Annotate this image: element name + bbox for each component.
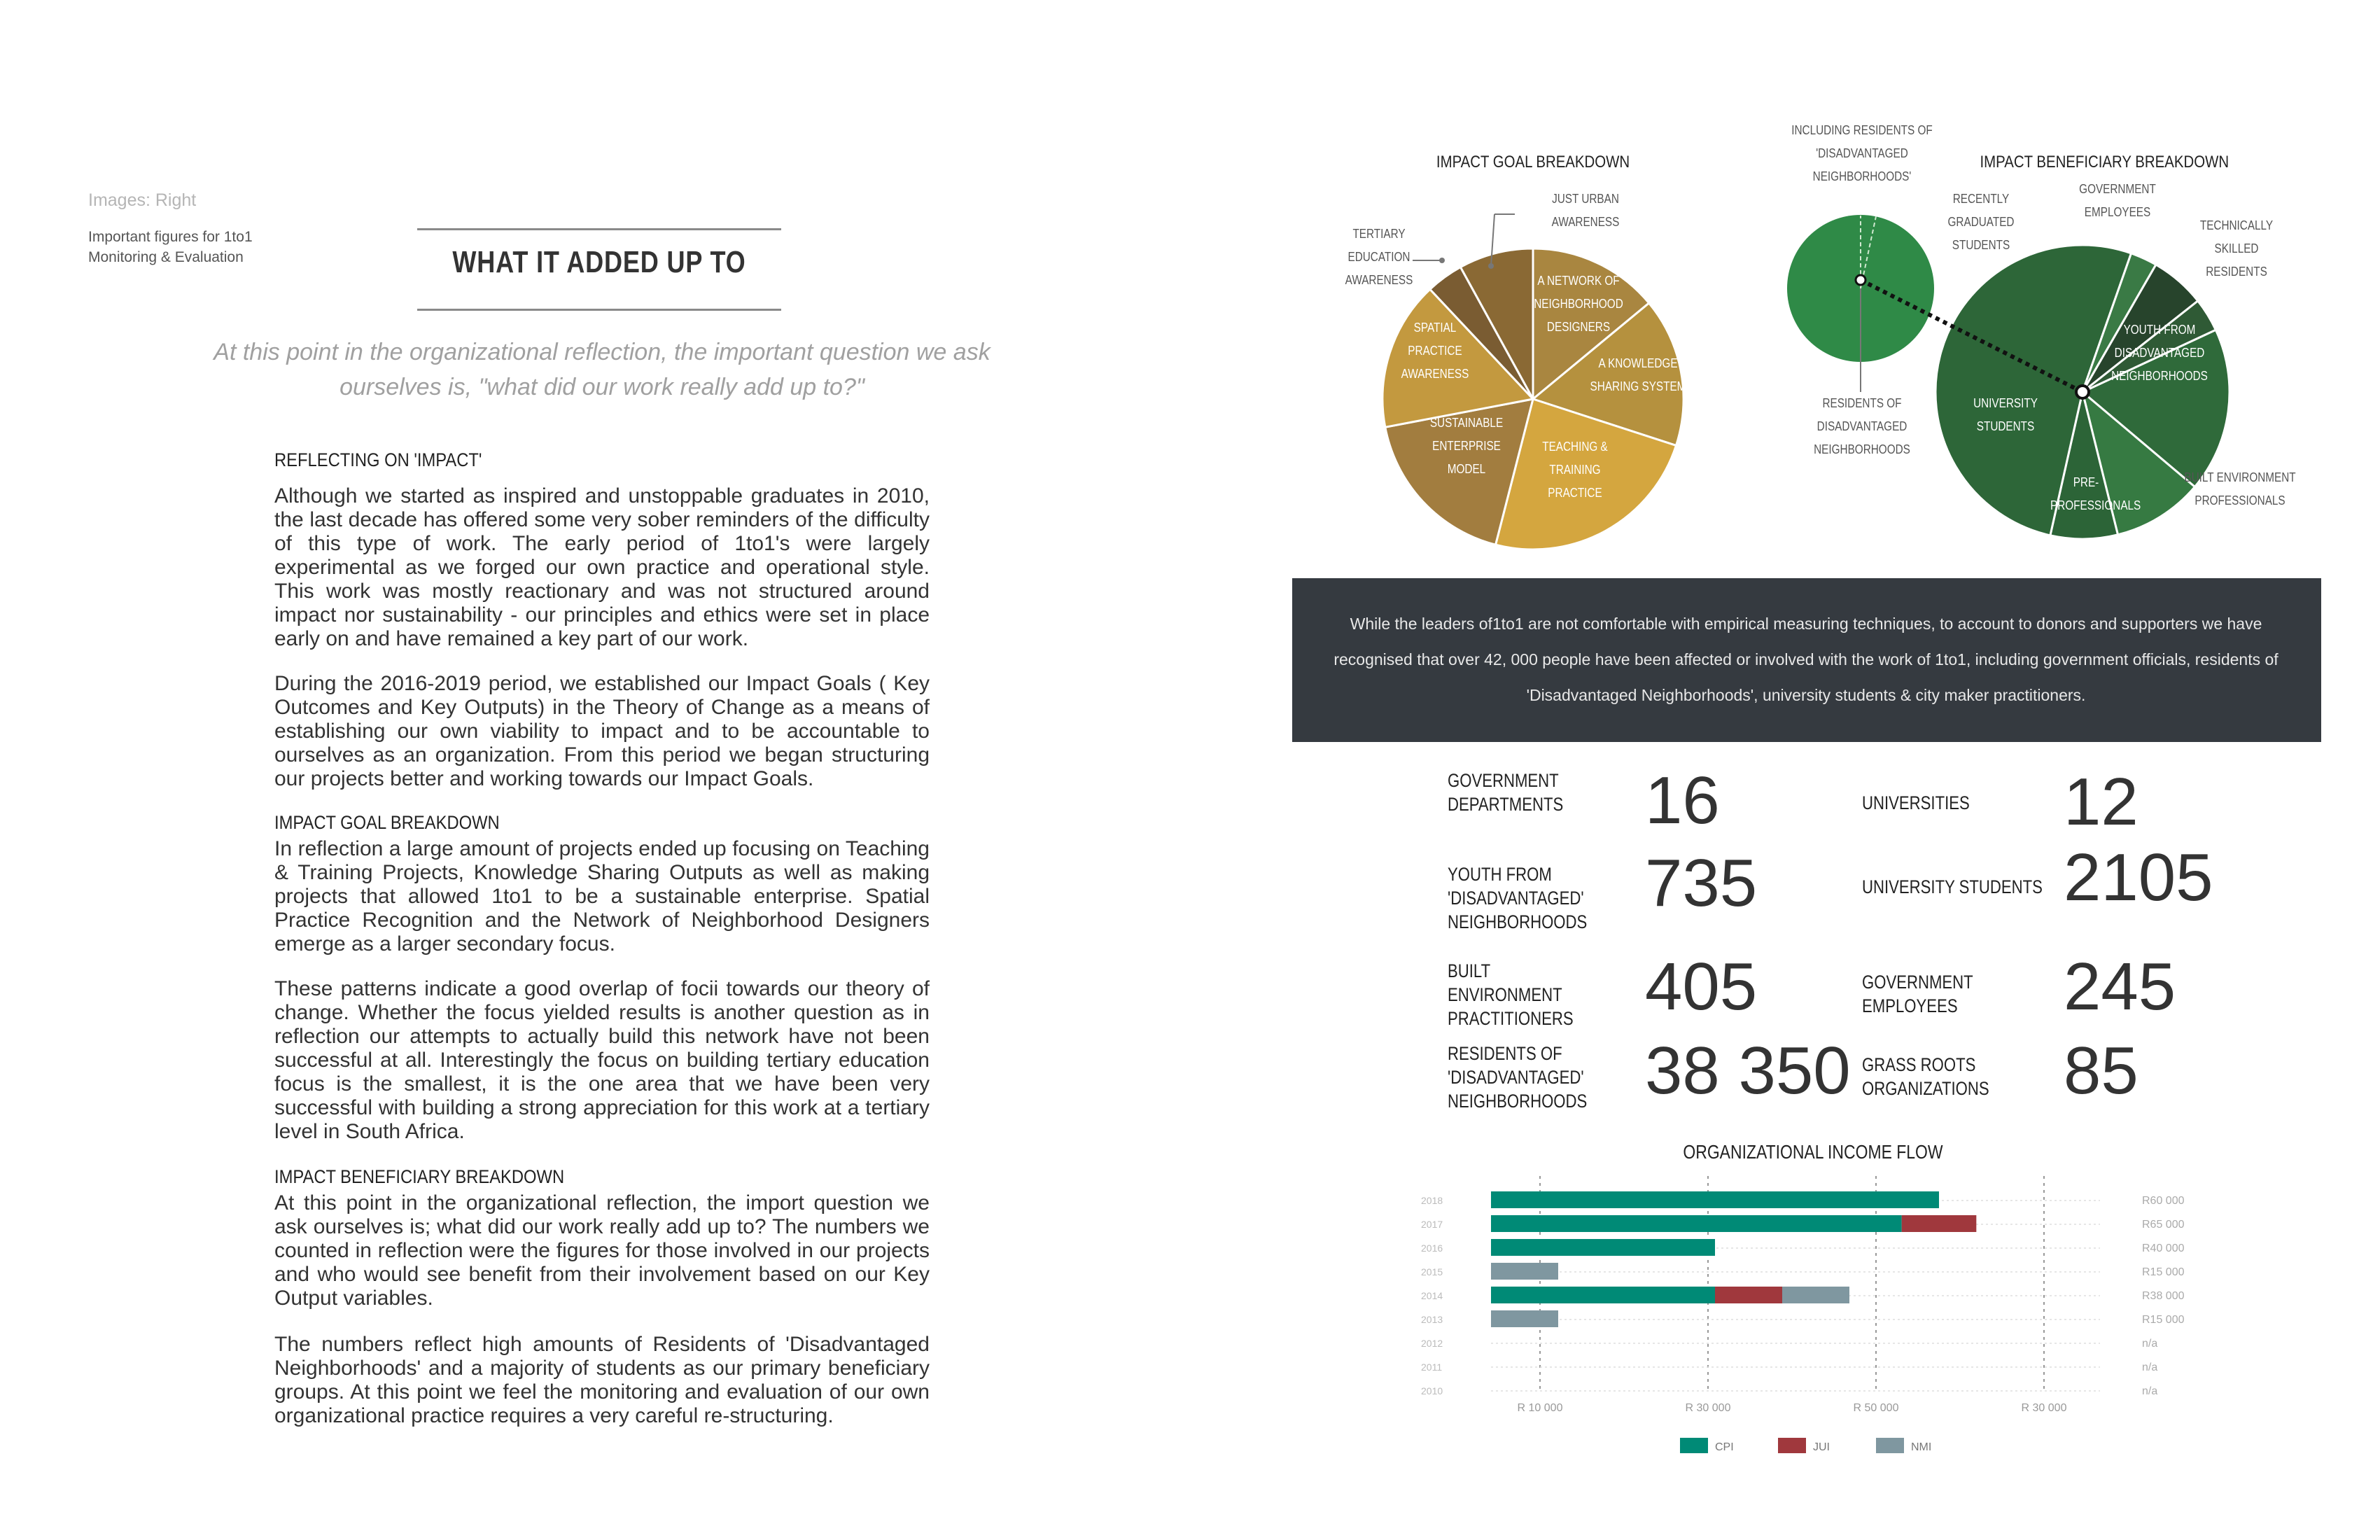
income-chart-title: ORGANIZATIONAL INCOME FLOW: [1683, 1141, 1943, 1163]
pie-label: SUSTAINABLE ENTERPRISE MODEL: [1429, 416, 1504, 476]
bar-segment: [1782, 1287, 1849, 1303]
connector-dot: [2076, 386, 2089, 398]
figures-caption: Important figures for 1to1 Monitoring & Evaluation: [88, 229, 253, 265]
bar-total-label: n/a: [2142, 1338, 2158, 1350]
stat-label: GOVERNMENT EMPLOYEES: [1862, 972, 1973, 1016]
connector-dot: [1856, 275, 1865, 285]
section-title-reflecting: REFLECTING ON 'IMPACT': [274, 449, 482, 470]
pie-label: TECHNICALLY SKILLED RESIDENTS: [2199, 218, 2274, 279]
image-caption: Images: Right: [88, 190, 197, 210]
pie-label: PRE-PROFESSIONALS: [2050, 475, 2141, 512]
stat-label: UNIVERSITY STUDENTS: [1862, 876, 2043, 897]
bar-segment: [1491, 1263, 1558, 1280]
summary-text: While the leaders of1to1 are not comfortable with empirical measuring techniques, to account to donors and supporters we have recognised that over 42, 000 people have been affected or involved with the work of 1to1, including government officials, residents of 'Disadvantaged Neighborhoods', university students & city maker practitioners.: [1334, 615, 2278, 704]
intro-quote: At this point in the organizational reflection, the important question we ask ourselves is, "what did our work really add up to?": [214, 339, 990, 400]
stat-value: 735: [1645, 846, 1758, 920]
legend-label: CPI: [1715, 1441, 1734, 1453]
y-tick-label: 2013: [1421, 1314, 1443, 1325]
paragraph: These patterns indicate a good overlap of focii towards our theory of change. Whether the focus yielded results is another question as in reflection our attempts to actually build this network have not been successful at all. Interestingly the focus on building tertiary education focus is the smallest, it is the one area that we have been very successful with building a strong appreciation for this work at a tertiary level in South Africa.: [274, 977, 930, 1143]
stat-label: RESIDENTS OF 'DISADVANTAGED' NEIGHBORHOODS: [1448, 1043, 1588, 1112]
pie-label: RECENTLY GRADUATED STUDENTS: [1947, 192, 2015, 252]
bar-segment: [1491, 1239, 1715, 1256]
pie-label: A KNOWLEDGE SHARING SYSTEM: [1590, 356, 1686, 393]
pie-label: TERTIARY EDUCATION AWARENESS: [1345, 227, 1413, 287]
bar-segment: [1491, 1310, 1558, 1327]
x-tick-label: R 10 000: [1517, 1402, 1563, 1414]
inset-title: INCLUDING RESIDENTS OF 'DISADVANTAGED NEIGHBORHOODS': [1791, 123, 1933, 183]
legend-label: JUI: [1813, 1441, 1830, 1453]
impact-goal-title: IMPACT GOAL BREAKDOWN: [1436, 153, 1630, 172]
paragraph: In reflection a large amount of projects ended up focusing on Teaching & Training Projects, Knowledge Sharing Outputs as well as making projects that allowed 1to1 to be a sustainable enterprise. Spatial Practice Recognition and the Network of Neighborhood Designers emerge as a larger secondary focus.: [274, 837, 930, 955]
stat-value: 85: [2064, 1033, 2138, 1108]
pie-label: A NETWORK OF NEIGHBORHOOD DESIGNERS: [1534, 274, 1623, 334]
income-chart: [1414, 1169, 2219, 1463]
section-title-beneficiary: IMPACT BENEFICIARY BREAKDOWN: [274, 1166, 565, 1187]
x-tick-label: R 30 000: [2021, 1402, 2067, 1414]
pie-leaders: [1372, 182, 1526, 308]
stat-label: BUILT ENVIRONMENT PRACTITIONERS: [1448, 960, 1574, 1029]
stat-value: 405: [1645, 949, 1758, 1024]
pie-label: GOVERNMENT EMPLOYEES: [2079, 182, 2156, 219]
bar-total-label: R60 000: [2142, 1195, 2185, 1207]
y-tick-label: 2018: [1421, 1195, 1443, 1206]
stat-value: 38 350: [1645, 1033, 1851, 1108]
y-tick-label: 2012: [1421, 1338, 1443, 1349]
pie-label: BUILT ENVIRONMENT PROFESSIONALS: [2184, 470, 2296, 507]
paragraph: At this point in the organizational reflection, the import question we ask ourselves is; what did our work really add up to? The numbers we counted in reflection were the figures for those involved in our projects and who would see benefit from their involvement based on our Key Output variables.: [274, 1191, 930, 1310]
stat-label: YOUTH FROM 'DISADVANTAGED' NEIGHBORHOODS: [1448, 864, 1588, 932]
x-tick-label: R 50 000: [1853, 1402, 1899, 1414]
stat-label: GRASS ROOTS ORGANIZATIONS: [1862, 1054, 1989, 1099]
pie-label: TEACHING & TRAINING PRACTICE: [1542, 440, 1608, 500]
legend-swatch: [1778, 1438, 1806, 1453]
pie-label: SPATIAL PRACTICE AWARENESS: [1401, 321, 1469, 381]
bar-segment: [1491, 1215, 1902, 1232]
bar-segment: [1491, 1287, 1715, 1303]
bar-total-label: R15 000: [2142, 1266, 2185, 1278]
paragraph: Although we started as inspired and unstoppable graduates in 2010, the last decade has offered some very sober reminders of the difficulty of this type of work. The early period of 1to1's were largely experimental as we forged our own practice and operational style. This work was mostly reactionary and was not structured around impact nor sustainability - our principles and ethics were set in place early on and have remained a key part of our work.: [274, 484, 930, 650]
stat-label: UNIVERSITIES: [1862, 792, 1970, 813]
legend-swatch: [1876, 1438, 1904, 1453]
pie-label: JUST URBAN AWARENESS: [1551, 192, 1620, 229]
bar-total-label: R65 000: [2142, 1219, 2185, 1231]
pie-label: UNIVERSITY STUDENTS: [1973, 396, 2038, 433]
y-tick-label: 2015: [1421, 1266, 1443, 1278]
stat-value: 16: [1645, 763, 1720, 838]
bar-total-label: R15 000: [2142, 1314, 2185, 1326]
x-tick-label: R 30 000: [1685, 1402, 1731, 1414]
paragraph: During the 2016-2019 period, we established our Impact Goals ( Key Outcomes and Key Outputs) in the Theory of Change as a means of establishing our own viability to impact and to be accountable to ourselves as an organization. From this period we began structuring our projects better and working towards our Impact Goals.: [274, 672, 930, 790]
bar-segment: [1715, 1287, 1782, 1303]
y-tick-label: 2014: [1421, 1290, 1443, 1301]
legend-label: NMI: [1911, 1441, 1932, 1453]
beneficiary-title: IMPACT BENEFICIARY BREAKDOWN: [1980, 153, 2230, 172]
y-tick-label: 2016: [1421, 1242, 1443, 1254]
y-tick-label: 2010: [1421, 1385, 1443, 1396]
bar-segment: [1491, 1191, 1939, 1208]
stat-value: 2105: [2064, 840, 2213, 915]
bar-segment: [1902, 1215, 1977, 1232]
page-title: WHAT IT ADDED UP TO: [452, 245, 746, 279]
paragraph: The numbers reflect high amounts of Residents of 'Disadvantaged Neighborhoods' and a majority of students as our primary beneficiary groups. At this point we feel the monitoring and evaluation of our own organizational practice requires a very careful re-structuring.: [274, 1333, 930, 1427]
stat-label: GOVERNMENT DEPARTMENTS: [1448, 770, 1564, 815]
bar-total-label: R40 000: [2142, 1242, 2185, 1254]
y-tick-label: 2017: [1421, 1219, 1443, 1230]
stat-value: 245: [2064, 949, 2176, 1024]
bar-total-label: n/a: [2142, 1362, 2158, 1373]
stat-value: 12: [2064, 764, 2138, 839]
bar-total-label: R38 000: [2142, 1290, 2185, 1302]
legend-swatch: [1680, 1438, 1708, 1453]
inset-label: RESIDENTS OF DISADVANTAGED NEIGHBORHOODS: [1814, 396, 1910, 456]
bar-total-label: n/a: [2142, 1385, 2158, 1397]
pie-label: YOUTH FROM DISADVANTAGED NEIGHBORHOODS: [2111, 323, 2208, 383]
y-tick-label: 2011: [1421, 1362, 1443, 1373]
section-title-impact-goal: IMPACT GOAL BREAKDOWN: [274, 812, 500, 833]
